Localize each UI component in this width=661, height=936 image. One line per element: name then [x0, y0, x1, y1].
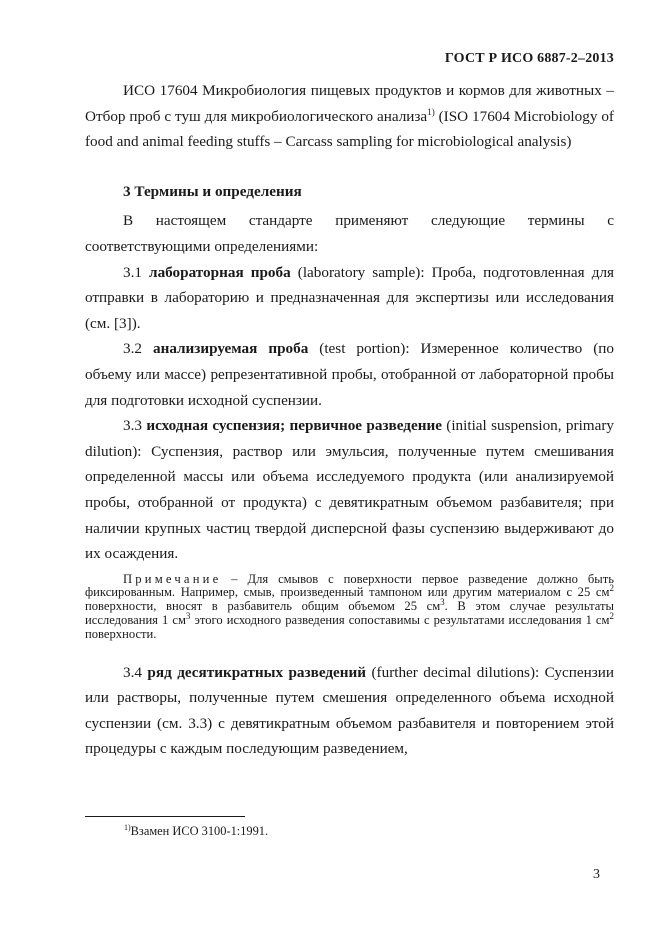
section-title: 3 Термины и определения — [123, 182, 302, 200]
term-definition: (laboratory sample): Проба, подготовленная для отправки в лабораторию и предназначенная для экспертизы или исследования (см. [3]). — [85, 263, 615, 332]
note-text-3: . В этом случае результаты исследования 1 см — [85, 599, 614, 628]
document-body — [85, 78, 614, 762]
term-3-2 — [85, 336, 614, 413]
note-text-4: этого исходного разведения сопоставимы с результатами исследования 1 см — [190, 613, 610, 628]
superscript-3: 3 — [440, 597, 445, 608]
superscript-2: 2 — [609, 610, 614, 621]
term-number: 3.4 — [123, 663, 148, 681]
term-3-4 — [85, 660, 614, 762]
term-number: 3.1 — [123, 263, 150, 281]
footnote-number: 1) — [124, 822, 131, 832]
term-definition: (further decimal dilutions): Суспензии или растворы, полученные путем смешения определенного объема исходной суспензии (см. 3.3) с девятикратным объемом разбавителя и повторением этой процедуры с каждым последующим разведением, — [85, 663, 615, 758]
page-number: 3 — [593, 867, 600, 882]
term-name: ряд десятикратных разведений — [147, 663, 367, 681]
document-header: ГОСТ Р ИСО 6887-2–2013 — [444, 51, 614, 66]
note-label: Примечание — [123, 571, 222, 586]
term-name: лабораторная проба — [149, 263, 291, 281]
footnote-mark[interactable]: 1) — [427, 106, 435, 117]
term-3-3 — [85, 413, 614, 567]
term-3-1 — [85, 260, 614, 337]
note — [85, 573, 614, 642]
section-intro: В настоящем стандарте применяют следующие термины с соответствующими определениями: — [85, 212, 614, 255]
term-name: анализируемая проба — [152, 340, 309, 358]
footnote-text: Взамен ИСО 3100-1:1991. — [130, 824, 269, 838]
term-name: исходная суспензия; первичное разведение — [146, 417, 442, 435]
normative-reference — [85, 78, 614, 155]
term-number: 3.2 — [123, 340, 153, 358]
reference-text-en: (ISO 17604 Microbiology of food and animal feeding stuffs – Carcass sampling for microbiological analysis) — [85, 107, 614, 151]
term-definition: (test portion): Измеренное количество (по объему или массе) репрезентативной пробы, отобранной от лабораторной пробы для подготовки исходной суспензии. — [85, 340, 615, 409]
term-number: 3.3 — [123, 417, 147, 435]
note-text-5: поверхности. — [85, 626, 157, 641]
superscript-2: 2 — [609, 583, 614, 594]
note-text-2: поверхности, вносят в разбавитель общим объемом 25 см — [85, 599, 441, 614]
footnote — [124, 824, 268, 839]
term-definition: (initial suspension, primary dilution): Суспензия, раствор или эмульсия, полученные путем смешивания определенной массы или объема исследуемого продукта (или анализируемой пробы, отобранной от продукта) с девятикратным объемом разбавителя; при наличии крупных частиц твердой дисперсной фазы суспензию выдерживают до их осаждения. — [85, 417, 614, 563]
superscript-3: 3 — [185, 610, 191, 621]
footnote-divider — [85, 816, 245, 817]
note-text-1: – Для смывов с поверхности первое разведение должно быть фиксированным. Например, смыв, произведенный тампоном или другим материалом с 25 см — [85, 571, 614, 600]
reference-text: ИСО 17604 Микробиология пищевых продуктов и кормов для животных – Отбор проб с туш для микробиологического анализа — [85, 82, 614, 125]
